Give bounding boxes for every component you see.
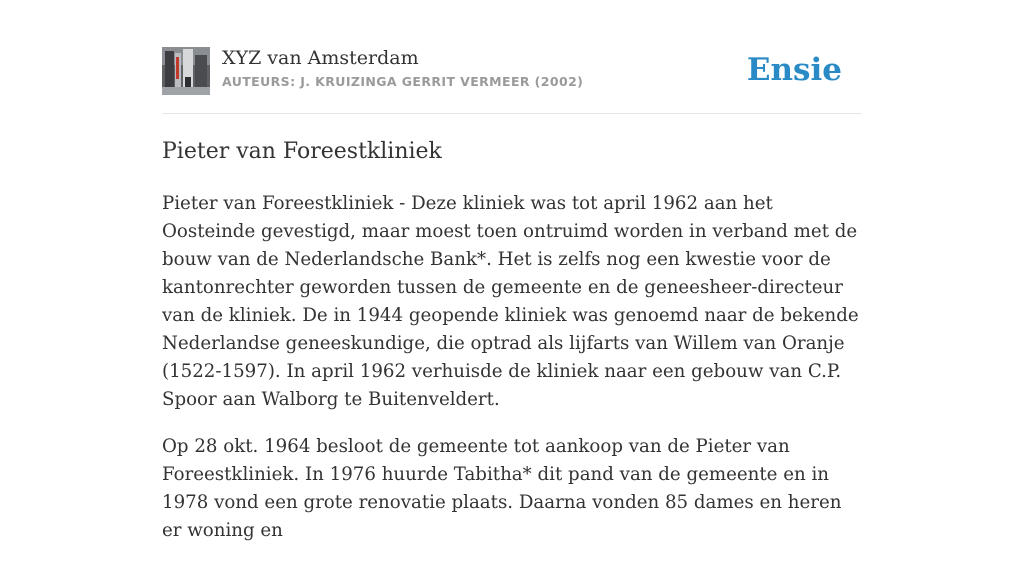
page-header bbox=[162, 46, 862, 96]
header-divider bbox=[162, 113, 862, 114]
article-paragraph: Pieter van Foreestkliniek - Deze kliniek was tot april 1962 aan het Oosteinde gevestigd, maar moest toen ontruimd worden in verband met de bouw van de Nederlandsche Bank*. Het is zelfs nog een kwestie voor de kantonrechter geworden tussen de gemeente en de geneesheer-directeur van de kliniek. De in 1944 geopende kliniek was genoemd naar de bekende Nederlandse geneeskundige, die optrad als lijfarts van Willem van Oranje (1522-1597). In april 1962 verhuisde de kliniek naar een gebouw van C.P. Spoor aan Walborg te Buitenveldert. bbox=[162, 193, 859, 410]
article-paragraph: Op 28 okt. 1964 besloot de gemeente tot aankoop van de Pieter van Foreestkliniek. In 1976 huurde Tabitha* dit pand van de gemeente en in 1978 vond een grote renovatie plaats. Daarna vonden 85 dames en heren er woning en bbox=[162, 436, 842, 541]
book-cover-avatar[interactable] bbox=[162, 47, 210, 95]
book-authors: AUTEURS: J. KRUIZINGA GERRIT VERMEER (2002) bbox=[222, 74, 584, 89]
book-title[interactable]: XYZ van Amsterdam bbox=[222, 47, 419, 69]
article-title: Pieter van Foreestkliniek bbox=[162, 139, 442, 164]
book-cover-icon bbox=[162, 47, 210, 95]
article-body bbox=[162, 190, 862, 564]
ensie-logo-link[interactable]: Ensie bbox=[746, 52, 842, 88]
